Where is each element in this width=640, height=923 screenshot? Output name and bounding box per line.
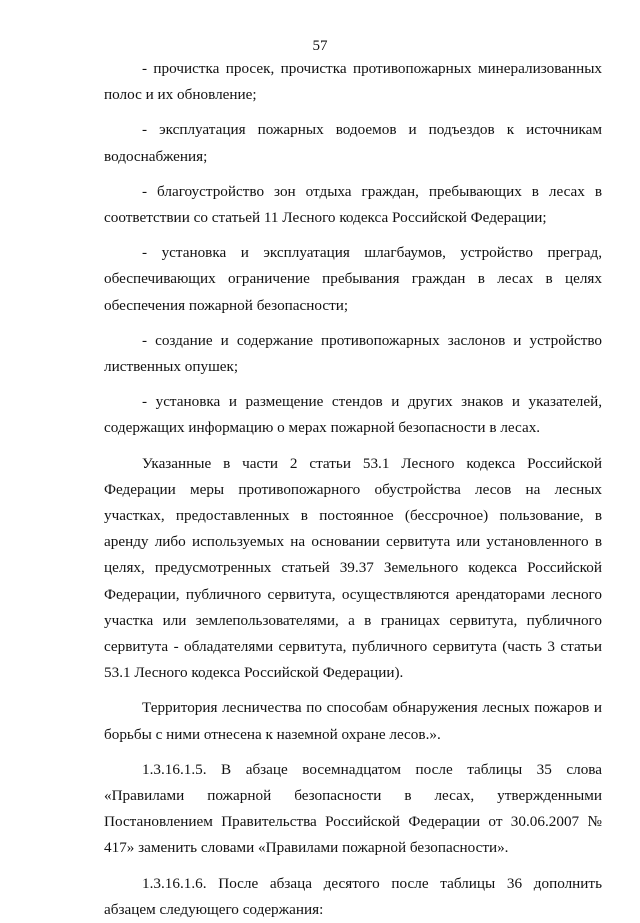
list-item-recreation-zones: - благоустройство зон отдыха граждан, пребывающих в лесах в соответствии со статьей 11 Лесного кодекса Российской Федерации; <box>104 182 602 227</box>
paragraph-1-3-16-1-5: 1.3.16.1.5. В абзаце восемнадцатом после таблицы 35 слова «Правилами пожарной безопасности в лесах, утвержденными Постановлением Правительства Российской Федерации от 30.06.2007 № 417» заменить словами «Правилами пожарной безопасности». <box>104 760 602 857</box>
list-item-clearing: - прочистка просек, прочистка противопожарных минерализованных полос и их обновление; <box>104 60 602 104</box>
document-body <box>104 56 602 923</box>
list-item-barriers: - установка и эксплуатация шлагбаумов, устройство преград, обеспечивающих ограничение пребывания граждан в лесах в целях обеспечения пожарной безопасности; <box>104 244 602 314</box>
list-item-signs: - установка и размещение стендов и других знаков и указателей, содержащих информацию о мерах пожарной безопасности в лесах. <box>104 393 602 437</box>
list-item-reservoirs: - эксплуатация пожарных водоемов и подъездов к источникам водоснабжения; <box>104 121 602 165</box>
paragraph-article-53-1: Указанные в части 2 статьи 53.1 Лесного кодекса Российской Федерации меры противопожарного обустройства лесов на лесных участках, предоставленных в постоянное (бессрочное) пользование, в аренду либо используемых на основании сервитута или установленного в целях, предусмотренных статьей 39.37 Земельного кодекса Российской Федерации, публичного сервитута, осуществляются арендаторами лесного участка или землепользователями, а в границах сервитута, публичного сервитута - обладателями сервитута, публичного сервитута (часть 3 статьи 53.1 Лесного кодекса Российской Федерации). <box>104 454 602 682</box>
paragraph-1-3-16-1-6: 1.3.16.1.6. После абзаца десятого после таблицы 36 дополнить абзацем следующего содержания: <box>104 874 602 918</box>
page-number: 57 <box>312 38 328 54</box>
paragraph-territory: Территория лесничества по способам обнаружения лесных пожаров и борьбы с ними отнесена к наземной охране лесов.». <box>104 699 602 743</box>
list-item-firebreaks: - создание и содержание противопожарных заслонов и устройство лиственных опушек; <box>104 331 602 376</box>
